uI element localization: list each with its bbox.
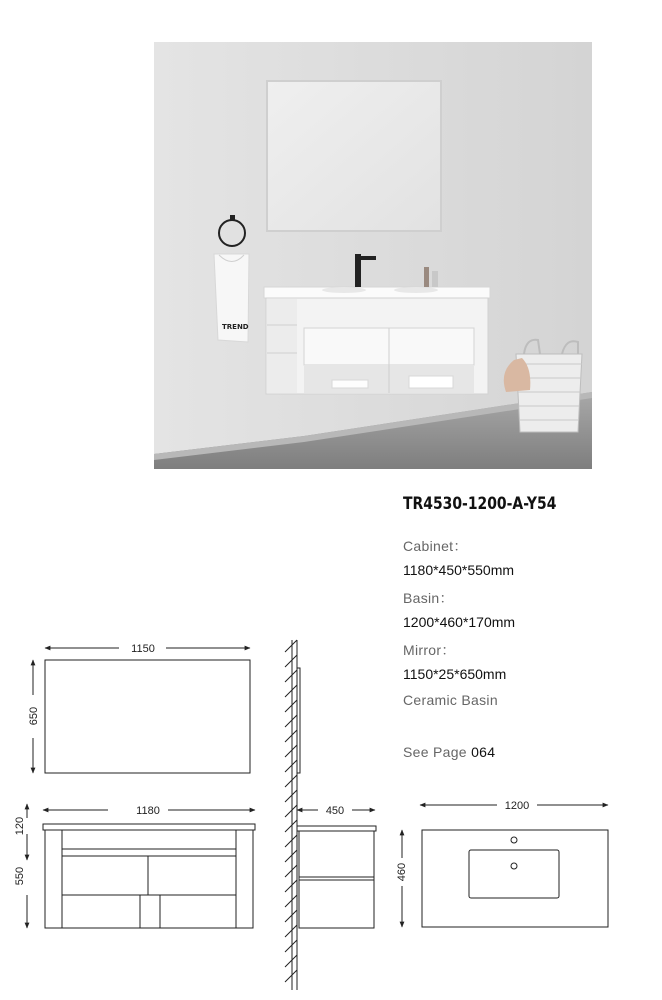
cabinet-dimensions: 1180*450*550mm bbox=[403, 562, 515, 578]
cabinet-side-drawing bbox=[297, 810, 376, 928]
cabinet-label: Cabinet： bbox=[403, 538, 468, 554]
basin-label: Basin： bbox=[403, 590, 454, 606]
mirror-label: Mirror： bbox=[403, 642, 456, 658]
mirror-dimensions: 1150*25*650mm bbox=[403, 666, 507, 682]
cabinet-width-label: 1180 bbox=[136, 805, 160, 817]
towel-brand-text: TREND bbox=[222, 323, 249, 331]
basin-depth-label: 460 bbox=[396, 862, 408, 882]
see-page-number: 064 bbox=[471, 744, 496, 760]
mirror-height-label: 650 bbox=[28, 706, 40, 726]
wall-section-drawing bbox=[285, 640, 300, 990]
cabinet-front-drawing bbox=[27, 804, 255, 928]
basin-dimensions: 1200*460*170mm bbox=[403, 614, 516, 630]
material-text: Ceramic Basin bbox=[403, 692, 498, 708]
mirror-drawing bbox=[28, 643, 250, 773]
see-page-label: See Page bbox=[403, 744, 472, 760]
model-number: TR4530-1200-A-Y54 bbox=[403, 494, 557, 514]
top-thickness-label: 120 bbox=[14, 816, 26, 836]
basin-top-drawing bbox=[402, 805, 608, 927]
cabinet-height-label: 550 bbox=[14, 866, 26, 886]
basin-width-label: 1200 bbox=[504, 800, 530, 812]
mirror-width-label: 1150 bbox=[131, 643, 155, 655]
cabinet-depth-label: 450 bbox=[325, 805, 345, 817]
